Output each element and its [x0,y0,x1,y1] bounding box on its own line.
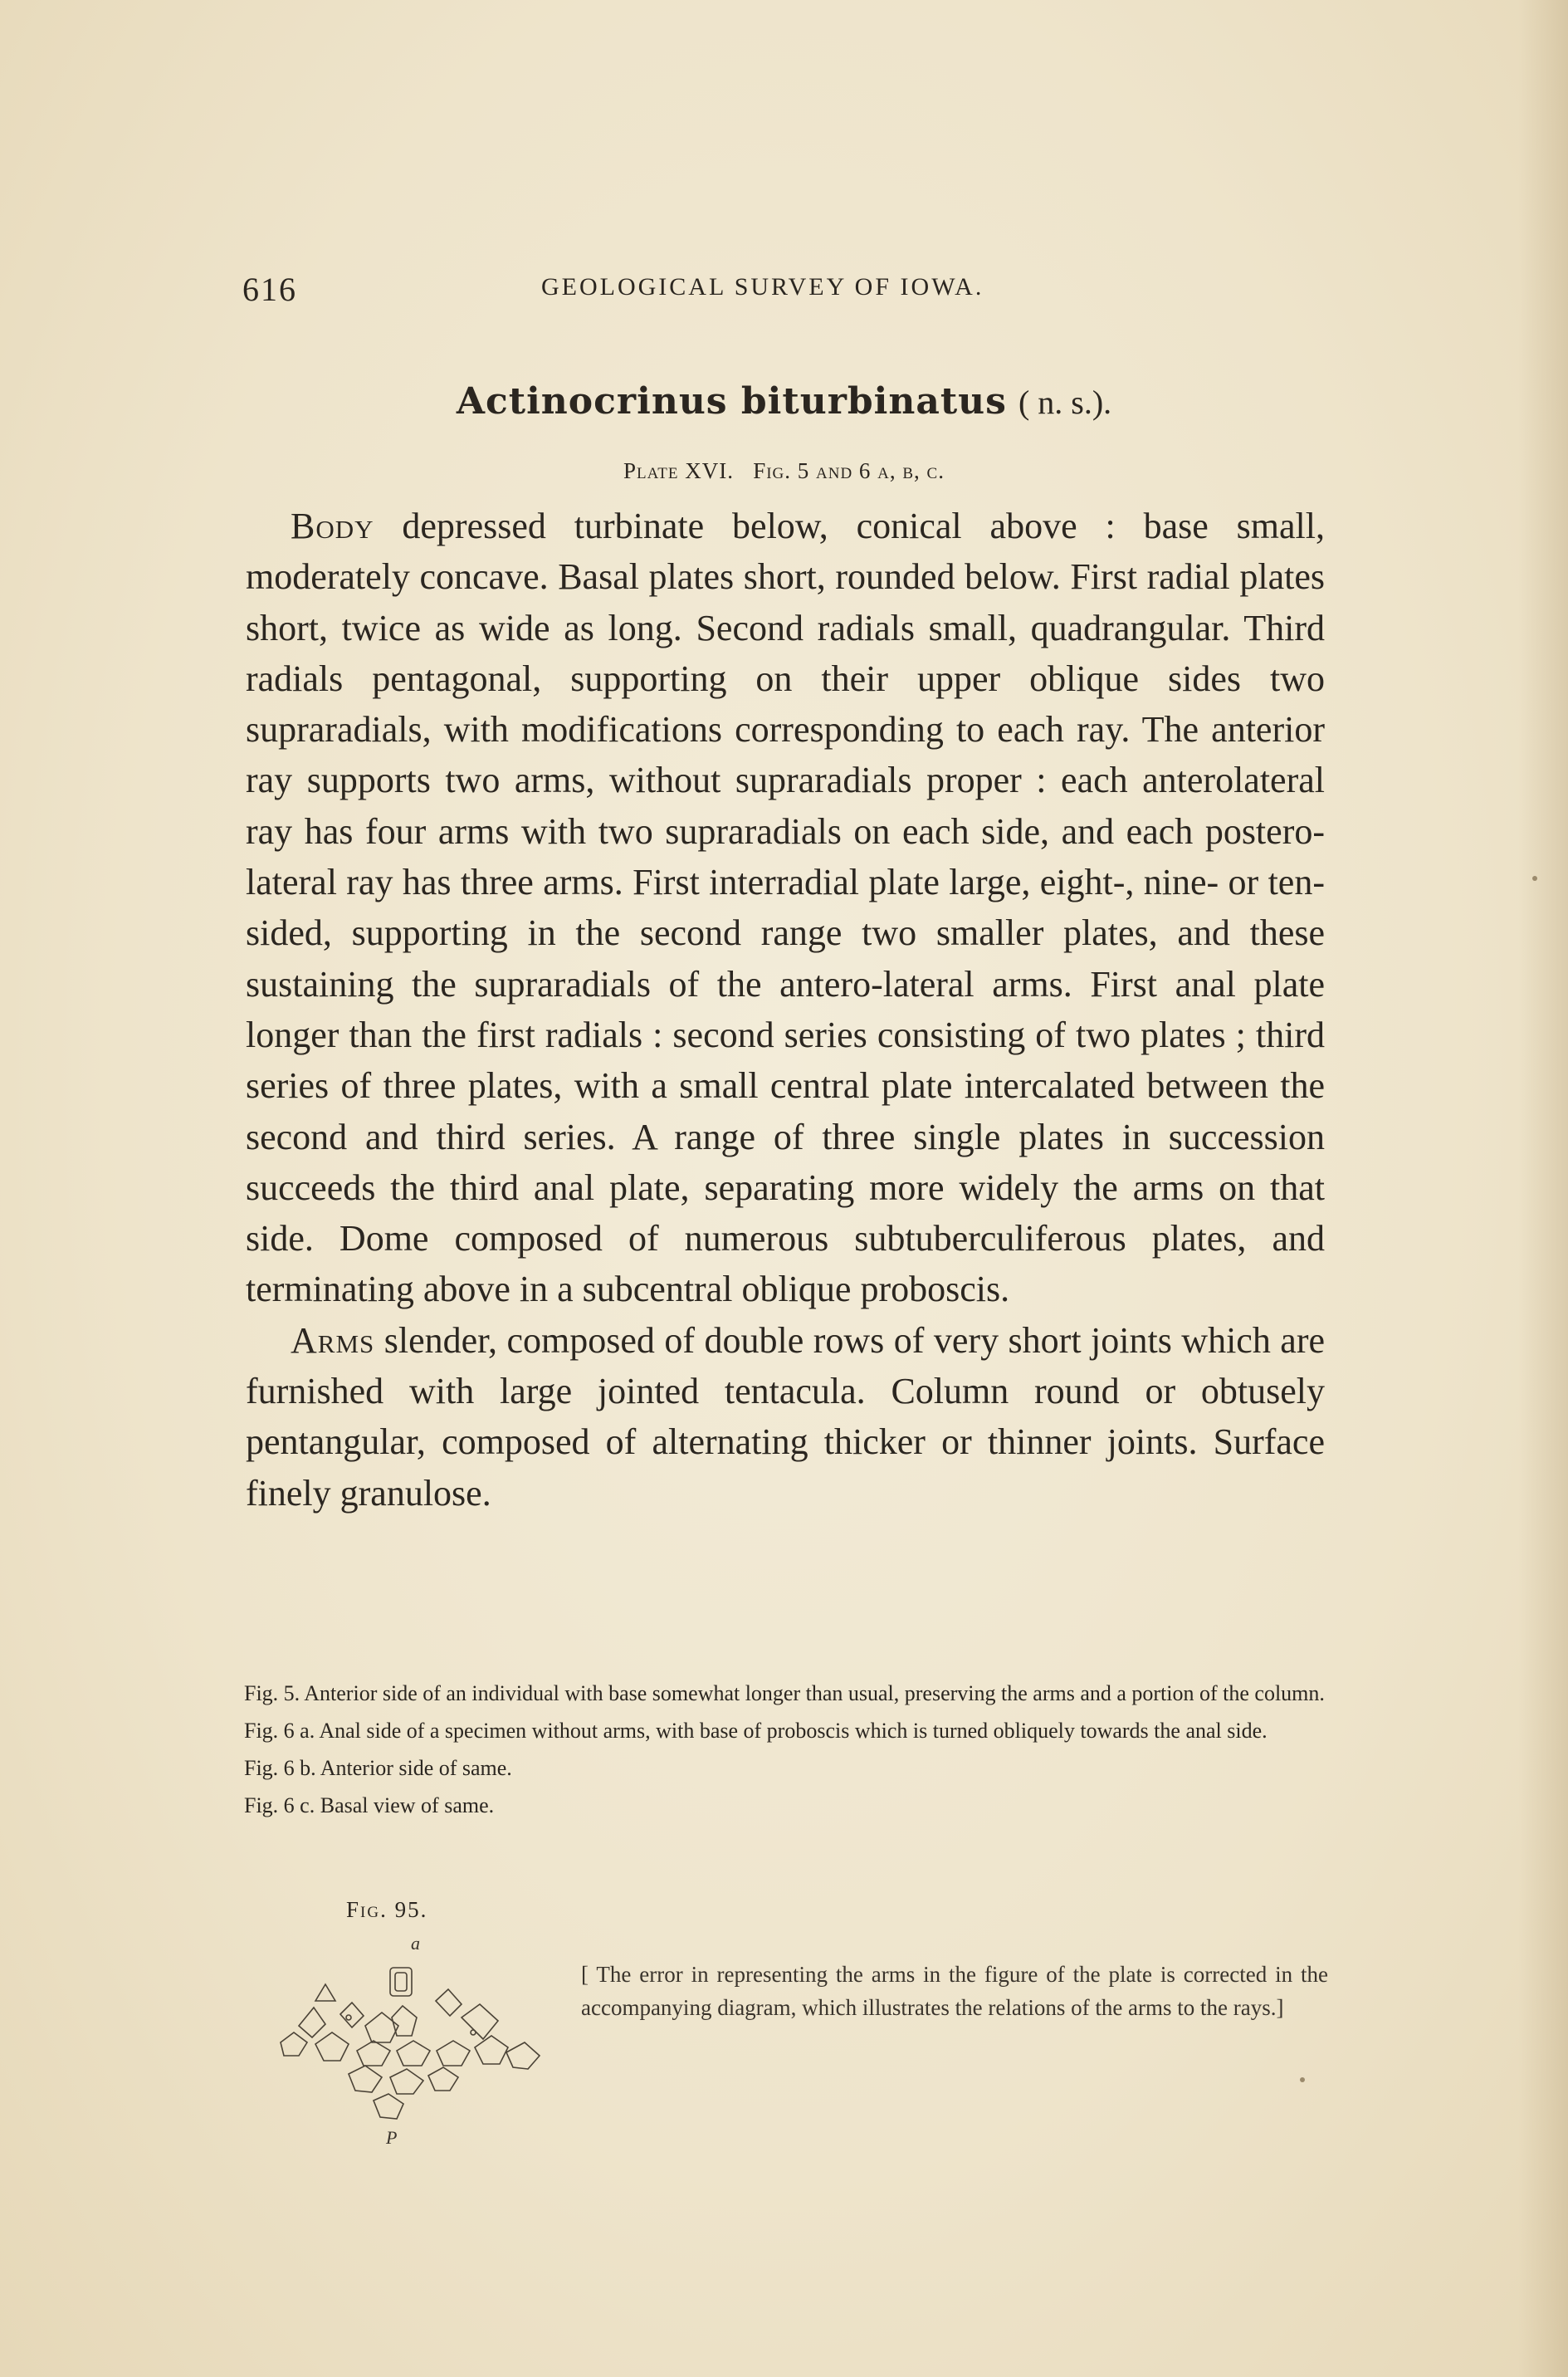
page-number: 616 [242,271,297,308]
caption-label: Fig. 6 c. [244,1793,315,1817]
diagram-letter-bottom: P [386,2127,398,2148]
caption-item [244,1716,1331,1746]
page-header [242,270,1330,311]
paper-speck [1300,2077,1305,2082]
running-head: GEOLOGICAL SURVEY OF IOWA. [541,273,984,301]
plate-reference [0,458,1568,484]
description-body [246,501,1325,1519]
diagram-plates [281,1968,540,2119]
plate-figures: Fig. 5 and 6 a, b, c. [753,458,945,483]
figure-label: Fig. 95. [346,1897,428,1922]
caption-text: Anterior side of an individual with base somewhat longer than usual, preserving the arms and a portion of the column. [304,1681,1325,1705]
page-gutter-shadow [1518,0,1568,2377]
species-title [0,380,1568,423]
caption-label: Fig. 5. [244,1681,300,1705]
plate-number: Plate XVI. [623,458,734,483]
paragraph-lead: Body [291,506,374,546]
figure-captions [244,1679,1331,1828]
caption-text: Basal view of same. [320,1793,495,1817]
paragraph-text: slender, composed of double rows of very short joints which are furnished with large jointed tentacula. Column round or obtusely pentangular, composed of alternating thicker or thinner joints. Surface finely granulose. [246,1319,1326,1514]
caption-text: Anterior side of same. [320,1756,512,1780]
paper-speck [1532,876,1537,881]
caption-label: Fig. 6 a. [244,1719,315,1743]
editorial-note: [ The error in representing the arms in the figure of the plate is corrected in the accompanying diagram, which illustrates the relations of the arms to the rays.] [581,1962,1328,2020]
paragraph-arms [246,1315,1325,1519]
paragraph-text: depressed turbinate below, conical above : base small, moderately concave. Basal plates short, rounded below. First radial plates short, twice as wide as long. Second radials small, quadrangular. Third radials pentagonal, supporting on their upper oblique sides two supraradials, with modifications corresponding to each ray. The anterior ray supports two arms, without supraradials proper : each anterolateral ray has four arms with two supraradials on each side, and each postero-lateral ray has three arms. First interradial plate large, eight-, nine- or ten-sided, supporting in the second range two smaller plates, and these sustaining the supraradials of the antero-lateral arms. First anal plate longer than the first radials : second series consisting of two plates ; third series of three plates, with a small central plate intercalated between the second and third series. A range of three single plates in succession succeeds the third anal plate, separating more widely the arms on that side. Dome composed of numerous subtuberculiferous plates, and terminating above in a subcentral oblique proboscis. [246,506,1325,1310]
crinoid-arm-diagram [266,1934,548,2150]
caption-item [244,1791,1331,1821]
caption-label: Fig. 6 b. [244,1756,316,1780]
caption-item [244,1679,1331,1709]
paragraph-body [246,501,1325,1315]
species-note: ( n. s.). [1018,384,1112,421]
caption-item [244,1753,1331,1783]
paragraph-lead: Arms [291,1319,375,1361]
diagram-letter-top: a [411,1934,420,1954]
caption-text: Anal side of a specimen without arms, with base of proboscis which is turned obliquely towards the anal side. [319,1719,1268,1743]
species-name: Actinocrinus biturbinatus [456,380,1007,423]
